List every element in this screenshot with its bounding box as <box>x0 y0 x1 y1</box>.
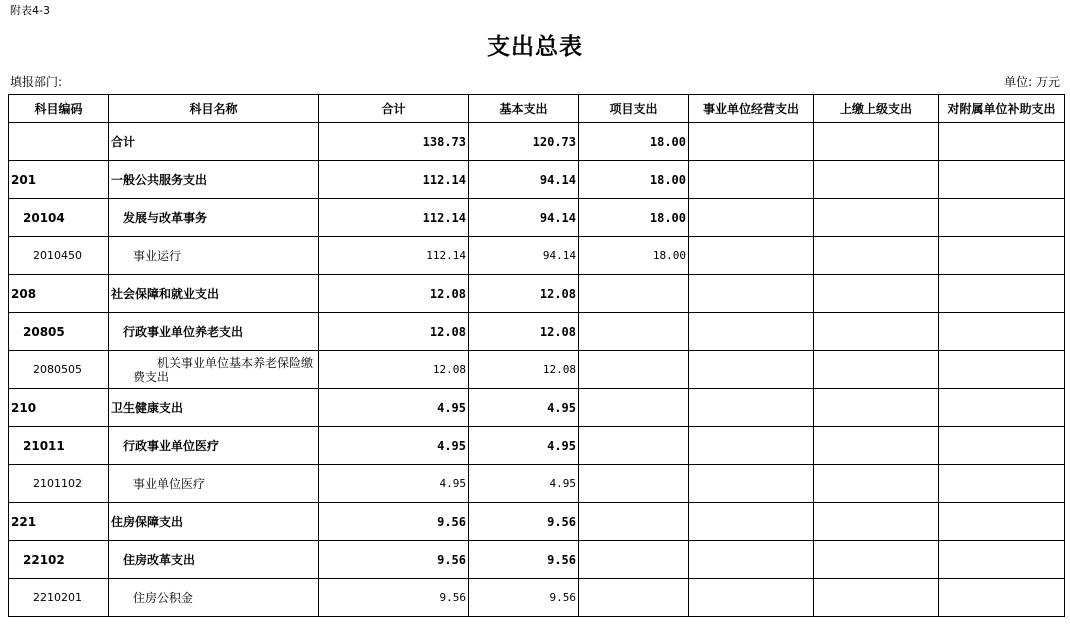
project-cell <box>579 503 689 541</box>
project-cell <box>579 389 689 427</box>
table-row <box>9 313 1065 351</box>
ops-cell <box>689 427 814 465</box>
total-cell: 138.73 <box>319 123 469 161</box>
name-cell: 行政事业单位养老支出 <box>109 313 319 351</box>
name-cell: 发展与改革事务 <box>109 199 319 237</box>
project-cell <box>579 313 689 351</box>
project-cell: 18.00 <box>579 161 689 199</box>
total-cell: 112.14 <box>319 161 469 199</box>
basic-cell: 9.56 <box>469 503 579 541</box>
project-cell: 18.00 <box>579 123 689 161</box>
col-header-total: 合计 <box>319 95 469 123</box>
col-header-project: 项目支出 <box>579 95 689 123</box>
total-cell: 9.56 <box>319 503 469 541</box>
upper-cell <box>814 503 939 541</box>
subsidy-cell <box>939 541 1065 579</box>
code-cell: 201 <box>9 161 109 199</box>
code-cell: 21011 <box>9 427 109 465</box>
table-row <box>9 275 1065 313</box>
code-cell: 2210201 <box>9 579 109 617</box>
code-cell: 20805 <box>9 313 109 351</box>
table-row <box>9 389 1065 427</box>
total-cell: 112.14 <box>319 237 469 275</box>
project-cell <box>579 351 689 389</box>
basic-cell: 12.08 <box>469 275 579 313</box>
dept-label: 填报部门: <box>10 75 63 89</box>
upper-cell <box>814 389 939 427</box>
upper-cell <box>814 237 939 275</box>
subsidy-cell <box>939 427 1065 465</box>
project-cell <box>579 579 689 617</box>
basic-cell: 9.56 <box>469 541 579 579</box>
table-row <box>9 579 1065 617</box>
total-cell: 112.14 <box>319 199 469 237</box>
ops-cell <box>689 275 814 313</box>
upper-cell <box>814 313 939 351</box>
ops-cell <box>689 579 814 617</box>
upper-cell <box>814 351 939 389</box>
upper-cell <box>814 123 939 161</box>
name-cell: 事业单位医疗 <box>109 465 319 503</box>
upper-cell <box>814 275 939 313</box>
total-cell: 12.08 <box>319 313 469 351</box>
name-cell: 社会保障和就业支出 <box>109 275 319 313</box>
col-header-name: 科目名称 <box>109 95 319 123</box>
name-cell: 行政事业单位医疗 <box>109 427 319 465</box>
basic-cell: 120.73 <box>469 123 579 161</box>
total-cell: 9.56 <box>319 541 469 579</box>
code-cell: 2010450 <box>9 237 109 275</box>
project-cell: 18.00 <box>579 237 689 275</box>
table-row <box>9 427 1065 465</box>
ops-cell <box>689 161 814 199</box>
col-header-ops: 事业单位经营支出 <box>689 95 814 123</box>
ops-cell <box>689 465 814 503</box>
ops-cell <box>689 503 814 541</box>
upper-cell <box>814 541 939 579</box>
name-cell: 住房保障支出 <box>109 503 319 541</box>
code-cell: 20104 <box>9 199 109 237</box>
basic-cell: 9.56 <box>469 579 579 617</box>
subsidy-cell <box>939 579 1065 617</box>
total-cell: 4.95 <box>319 389 469 427</box>
basic-cell: 94.14 <box>469 237 579 275</box>
subsidy-cell <box>939 237 1065 275</box>
basic-cell: 12.08 <box>469 313 579 351</box>
subsidy-cell <box>939 389 1065 427</box>
table-row <box>9 351 1065 389</box>
table-row <box>9 541 1065 579</box>
code-cell: 22102 <box>9 541 109 579</box>
code-cell: 2080505 <box>9 351 109 389</box>
name-cell: 事业运行 <box>109 237 319 275</box>
subsidy-cell <box>939 199 1065 237</box>
subsidy-cell <box>939 465 1065 503</box>
code-cell: 210 <box>9 389 109 427</box>
name-cell: 卫生健康支出 <box>109 389 319 427</box>
subsidy-cell <box>939 313 1065 351</box>
col-header-subsidy: 对附属单位补助支出 <box>939 95 1065 123</box>
page-title: 支出总表 <box>487 33 583 60</box>
table-row <box>9 237 1065 275</box>
unit-label: 单位: 万元 <box>1004 75 1060 89</box>
subsidy-cell <box>939 123 1065 161</box>
basic-cell: 12.08 <box>469 351 579 389</box>
ops-cell <box>689 199 814 237</box>
subsidy-cell <box>939 503 1065 541</box>
upper-cell <box>814 199 939 237</box>
col-header-code: 科目编码 <box>9 95 109 123</box>
subsidy-cell <box>939 161 1065 199</box>
table-tag: 附表4-3 <box>10 4 50 17</box>
col-header-upper: 上缴上级支出 <box>814 95 939 123</box>
ops-cell <box>689 541 814 579</box>
subsidy-cell <box>939 275 1065 313</box>
ops-cell <box>689 123 814 161</box>
name-cell: 住房公积金 <box>109 579 319 617</box>
expenditure-table <box>8 94 1065 617</box>
name-cell: 机关事业单位基本养老保险缴费支出 <box>109 351 319 389</box>
code-cell: 2101102 <box>9 465 109 503</box>
ops-cell <box>689 237 814 275</box>
ops-cell <box>689 351 814 389</box>
basic-cell: 4.95 <box>469 389 579 427</box>
header-row <box>9 95 1065 123</box>
basic-cell: 4.95 <box>469 427 579 465</box>
subsidy-cell <box>939 351 1065 389</box>
upper-cell <box>814 161 939 199</box>
table-row <box>9 503 1065 541</box>
table-row <box>9 161 1065 199</box>
name-cell: 一般公共服务支出 <box>109 161 319 199</box>
basic-cell: 94.14 <box>469 199 579 237</box>
total-cell: 9.56 <box>319 579 469 617</box>
upper-cell <box>814 579 939 617</box>
name-cell: 合计 <box>109 123 319 161</box>
project-cell <box>579 541 689 579</box>
total-cell: 12.08 <box>319 275 469 313</box>
upper-cell <box>814 427 939 465</box>
code-cell <box>9 123 109 161</box>
code-cell: 208 <box>9 275 109 313</box>
total-cell: 4.95 <box>319 465 469 503</box>
ops-cell <box>689 313 814 351</box>
code-cell: 221 <box>9 503 109 541</box>
basic-cell: 94.14 <box>469 161 579 199</box>
project-cell <box>579 275 689 313</box>
name-cell: 住房改革支出 <box>109 541 319 579</box>
project-cell <box>579 465 689 503</box>
project-cell: 18.00 <box>579 199 689 237</box>
col-header-basic: 基本支出 <box>469 95 579 123</box>
project-cell <box>579 427 689 465</box>
total-cell: 12.08 <box>319 351 469 389</box>
upper-cell <box>814 465 939 503</box>
table-row <box>9 199 1065 237</box>
table-row <box>9 123 1065 161</box>
ops-cell <box>689 389 814 427</box>
basic-cell: 4.95 <box>469 465 579 503</box>
total-cell: 4.95 <box>319 427 469 465</box>
table-row <box>9 465 1065 503</box>
